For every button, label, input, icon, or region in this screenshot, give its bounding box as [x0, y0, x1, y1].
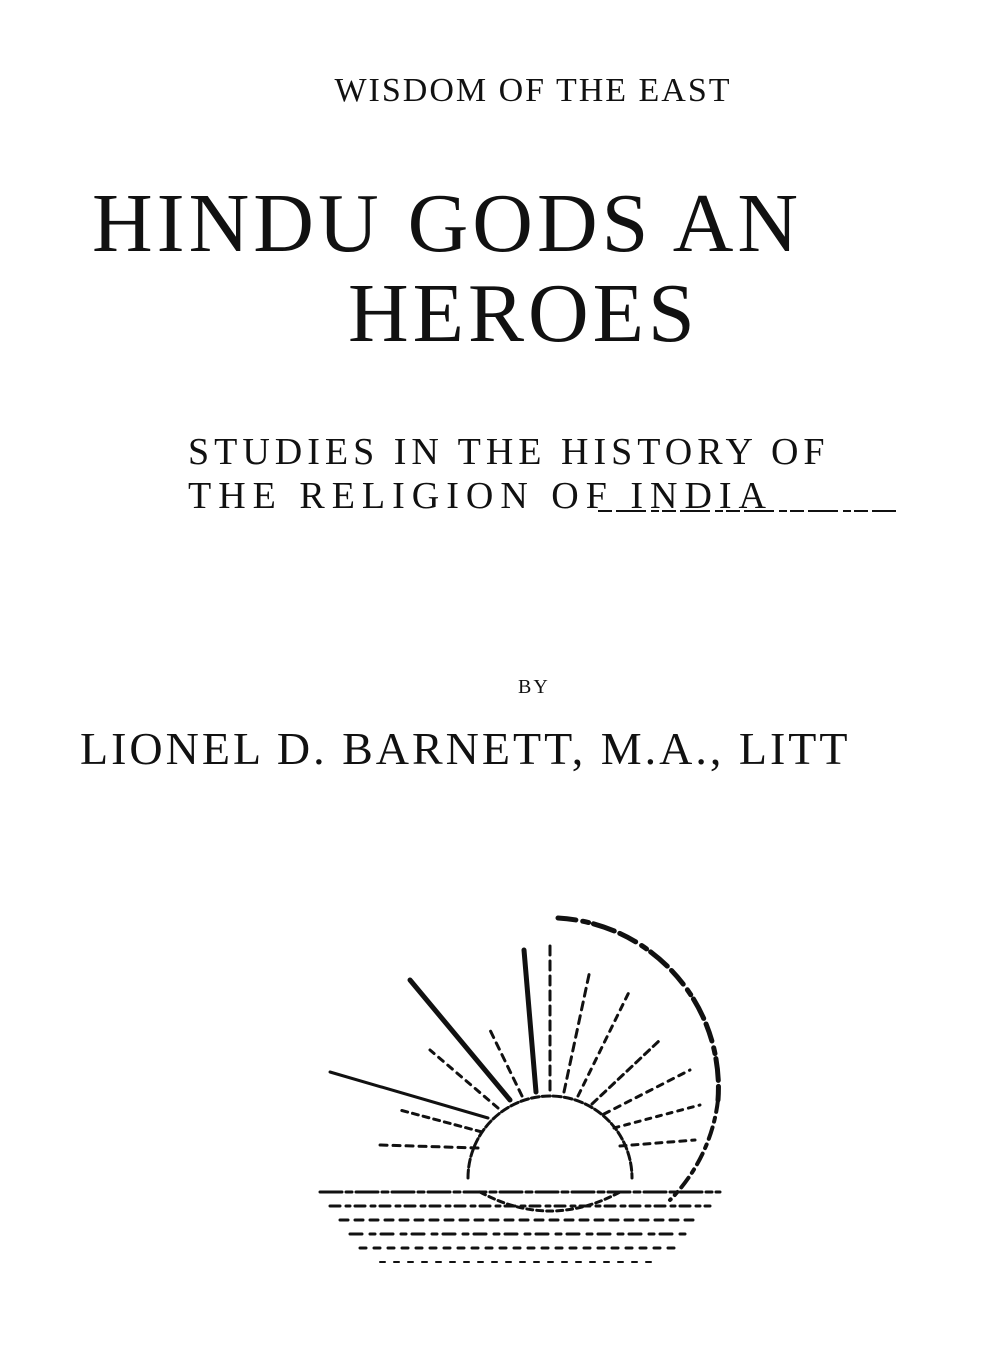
- rising-sun-emblem-icon: [300, 900, 740, 1280]
- subtitle-line-2: THE RELIGION OF INDIA: [188, 475, 773, 517]
- main-title-line-1: HINDU GODS AN: [92, 178, 803, 270]
- subtitle-line-1: STUDIES IN THE HISTORY OF: [188, 431, 830, 473]
- main-title-line-2: HEROES: [348, 267, 699, 360]
- byline-label: BY: [518, 676, 550, 698]
- series-title: WISDOM OF THE EAST: [334, 72, 732, 109]
- author-name: LIONEL D. BARNETT, M.A., LITT: [80, 723, 851, 774]
